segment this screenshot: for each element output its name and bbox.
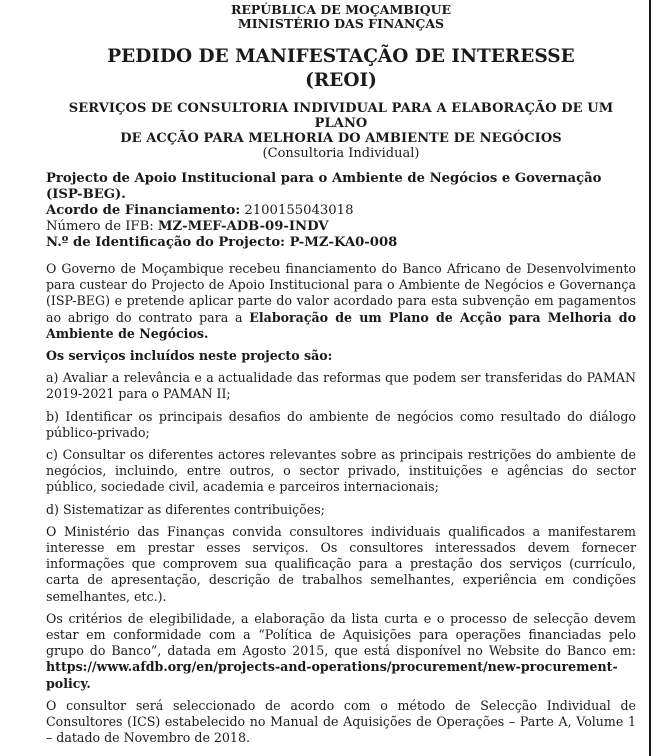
criteria-url: https://www.afdb.org/en/projects-and-operations/procurement/new-procurement-policy.: [46, 659, 618, 691]
intro-bold-text: Elaboração de um Plano de Acção para Melhoria do Ambiente de Negócios.: [46, 309, 636, 341]
subtitle-note: (Consultoria Individual): [262, 146, 420, 161]
document-body: [46, 261, 636, 746]
document-page: [46, 0, 636, 752]
subtitle-line-2: DE ACÇÃO PARA MELHORIA DO AMBIENTE DE NEGÓCIOS: [120, 131, 562, 146]
project-id-line: [46, 235, 636, 251]
ifb-label: Número de IFB:: [46, 219, 154, 234]
service-item-d: d) Sistematizar as diferentes contribuições;: [46, 501, 325, 517]
intro-paragraph: [46, 261, 636, 342]
selection-paragraph: O consultor será seleccionado de acordo com o método de Selecção Individual de Consultores (ICS) estabelecido no Manual de Aquisições de Operações – Parte A, Volume 1 – datado de Novembro de 2018.: [46, 697, 636, 746]
project-id-label: N.º de Identificação do Projecto:: [46, 235, 285, 250]
criteria-text: Os critérios de elegibilidade, a elaboração da lista curta e o processo de selecção devem estar em conformidade com a “Política de Aquisições para operações financiadas pelo grupo do Banco”, datada em Agosto 2015, que está disponível no Website do Banco em:: [46, 610, 636, 659]
services-title: Os serviços incluídos neste projecto são:: [46, 348, 333, 364]
ifb-value: MZ-MEF-ADB-09-INDV: [157, 219, 329, 234]
document-subtitle: [46, 101, 636, 146]
project-info: [46, 171, 636, 251]
invite-paragraph: O Ministério das Finanças convida consultores individuais qualificados a manifestarem interesse em prestar esses serviços. Os consultores interessados devem fornecer informações que comprovem sua qualificação para a prestação dos serviços (currículo, carta de apresentação, descrição de trabalhos semelhantes, experiência em condições semelhantes, etc.).: [46, 523, 636, 604]
agreement-value: 2100155043018: [244, 203, 354, 218]
intro-text: O Governo de Moçambique recebeu financiamento do Banco Africano de Desenvolvimento para custear do Projecto de Apoio Institucional para o Ambiente de Negócios e Governança (ISP-BEG) e pretende aplicar parte do valor acordado para esta subvenção em pagamentos ao abrigo do contrato para a: [46, 261, 636, 325]
document-header: [46, 3, 636, 31]
service-item-c: c) Consultar os diferentes actores relevantes sobre as principais restrições do ambiente de negócios, incluindo, entre outros, o sector privado, instituições e agências do sector público, sociedade civil, academia e parceiros internacionais;: [46, 447, 636, 495]
title-line-1: PEDIDO DE MANIFESTAÇÃO DE INTERESSE: [107, 46, 575, 67]
header-country: REPÚBLICA DE MOÇAMBIQUE: [230, 2, 452, 17]
project-id-value: P-MZ-KA0-008: [289, 235, 398, 250]
project-name: Projecto de Apoio Institucional para o Ambiente de Negócios e Governação (ISP-BEG).: [46, 171, 602, 202]
document-title: [46, 45, 636, 93]
agreement-label: Acordo de Financiamento:: [46, 203, 241, 218]
subtitle-line-1: SERVIÇOS DE CONSULTORIA INDIVIDUAL PARA A ELABORAÇÃO DE UM PLANO: [68, 101, 614, 131]
service-item-b: b) Identificar os principais desafios do ambiente de negócios como resultado do diálogo público-privado;: [46, 408, 636, 440]
header-ministry: MINISTÉRIO DAS FINANÇAS: [237, 16, 445, 31]
agreement-line: [46, 203, 636, 219]
ifb-line: [46, 219, 636, 235]
service-item-a: a) Avaliar a relevância e a actualidade das reformas que podem ser transferidas do PAMAN 2019-2021 para o PAMAN II;: [46, 370, 636, 402]
page-edge-rule: [649, 0, 651, 756]
criteria-paragraph: [46, 611, 636, 692]
title-line-2: (REOI): [305, 70, 377, 91]
